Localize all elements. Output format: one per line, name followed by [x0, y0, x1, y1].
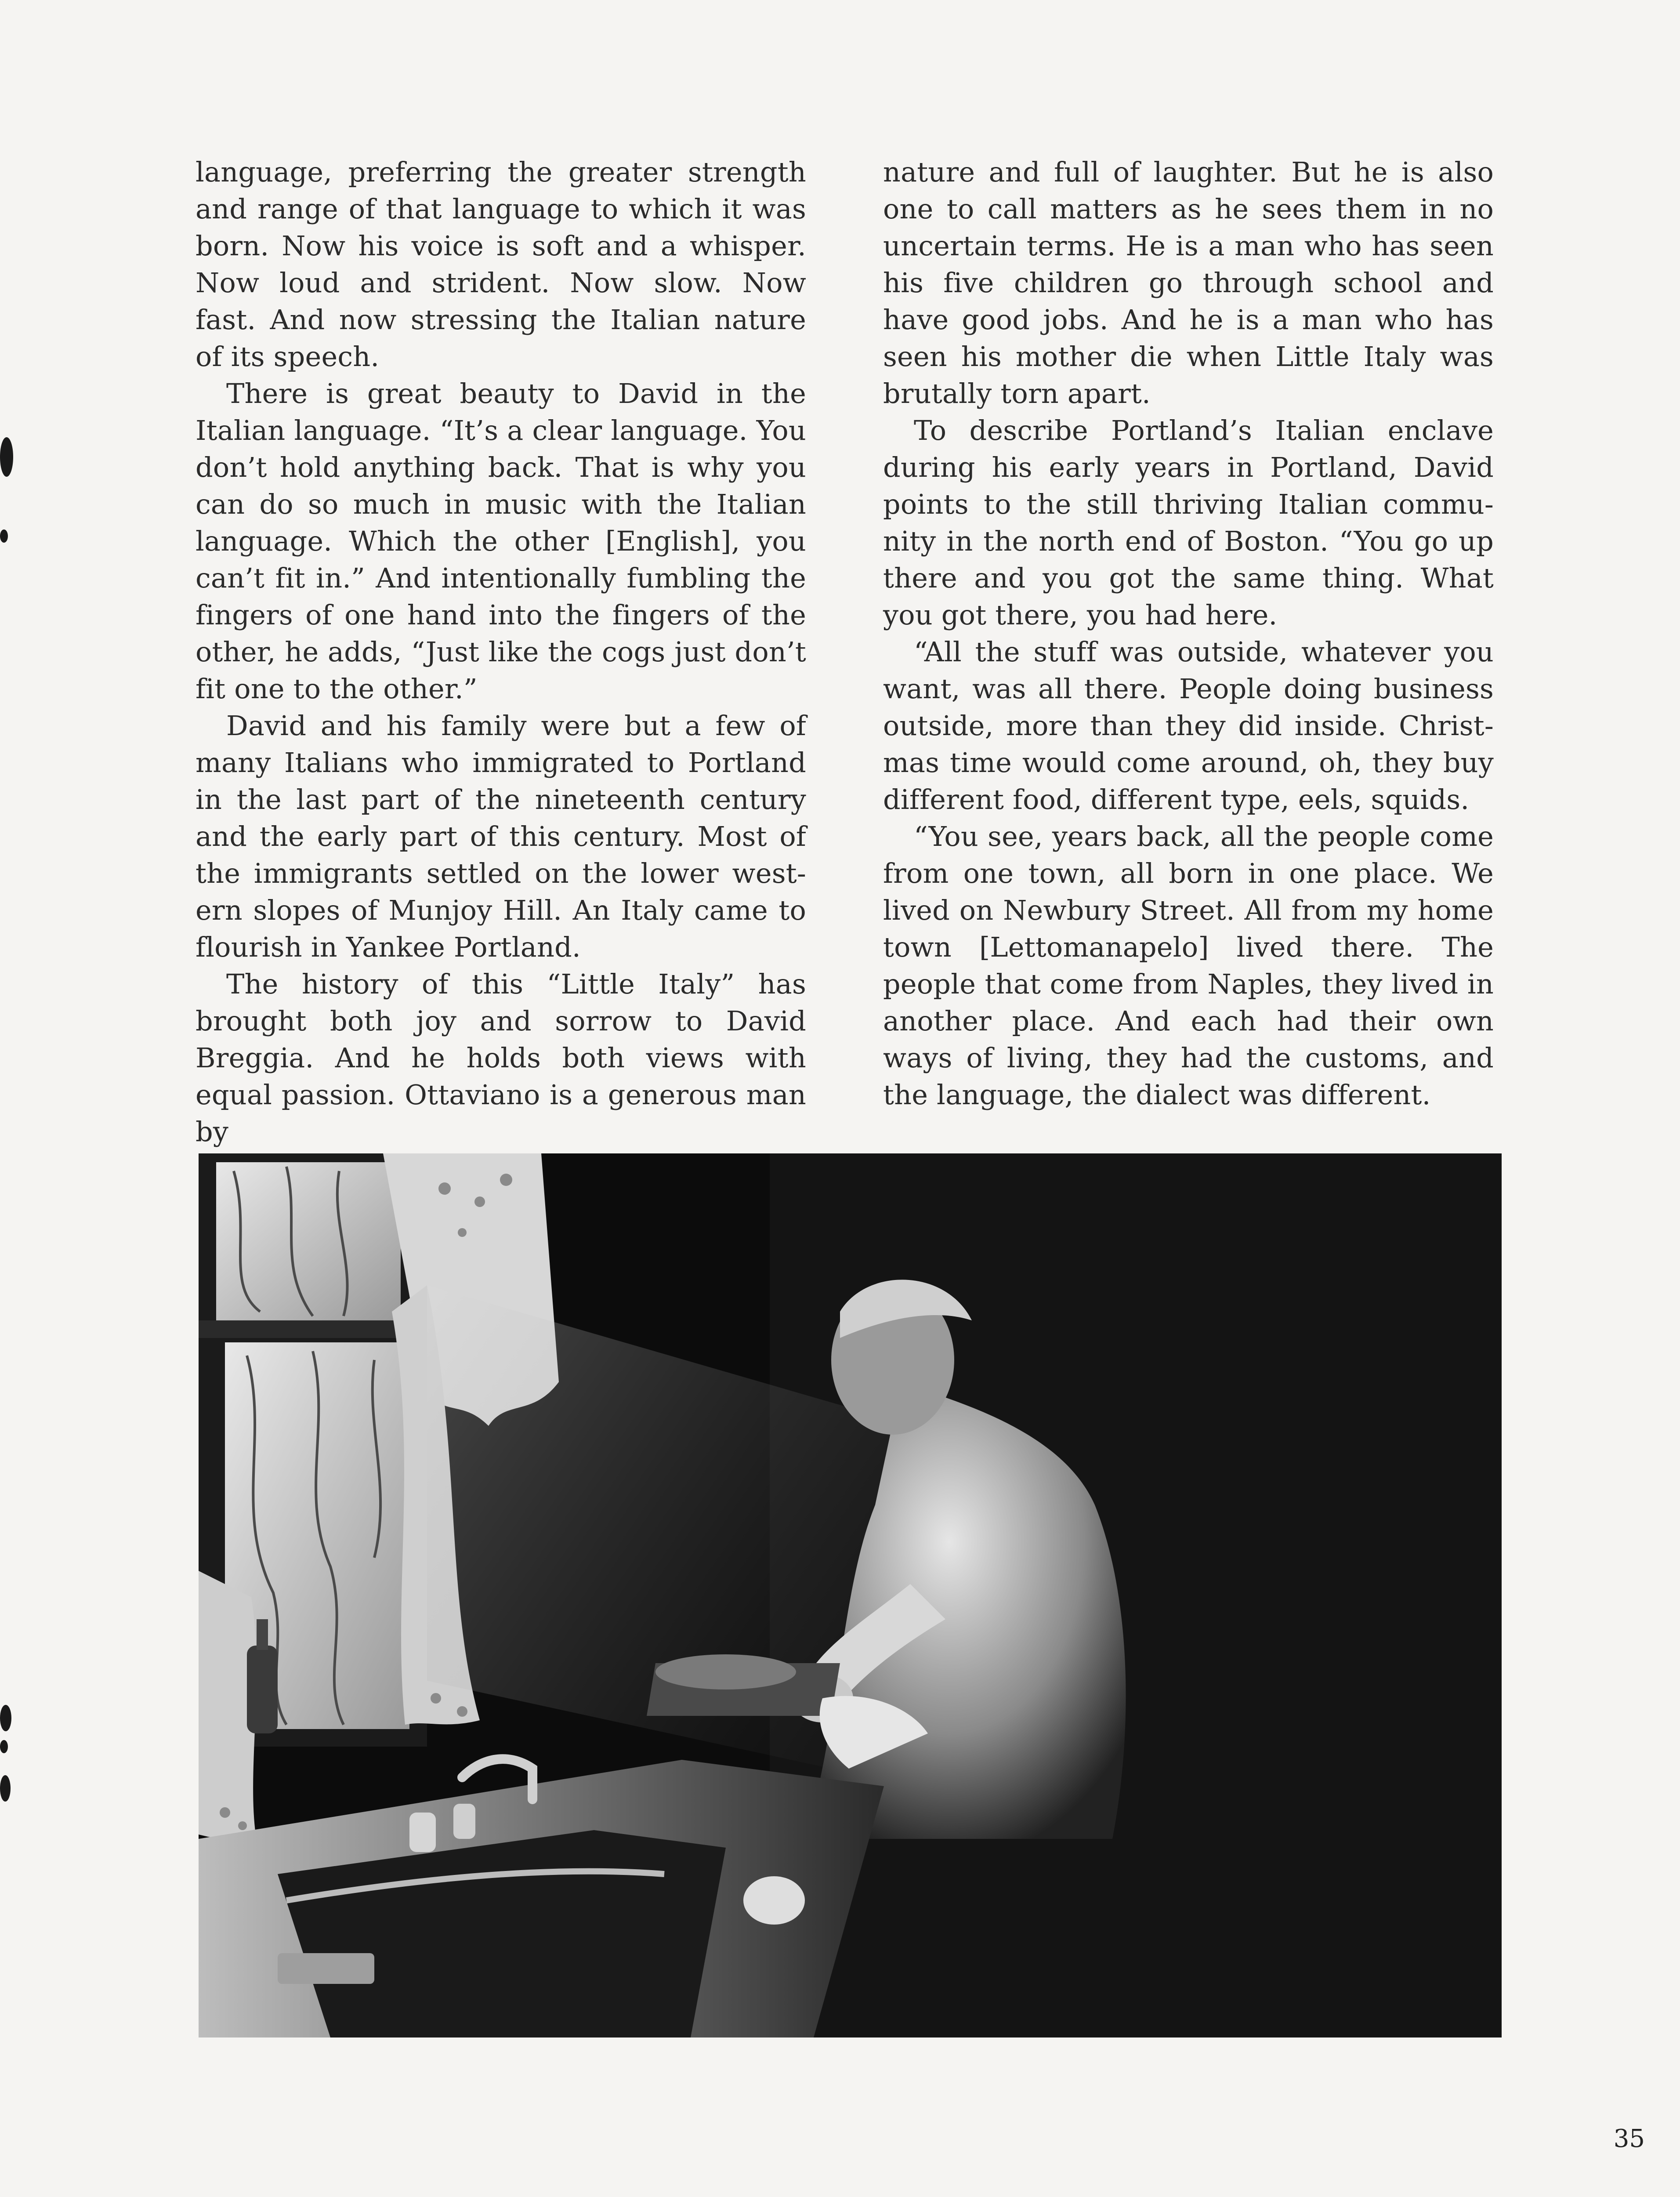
paragraph: “You see, years back, all the people come from one town, all born in one place. We lived on Newbury Street. All from my home town [Lettomanapelo] lived there. The people that come from Naples, they lived in another place. And each had their own ways of living, they had the customs, and the language, the dialect was different. — [883, 820, 1494, 1111]
article-left-column — [196, 154, 806, 1150]
paragraph: David and his family were but a few of many Italians who immigrated to Portland in the last part of the nineteenth century and the early part of this century. Most of the immigrants settled on the lower west-ern slopes of Munjoy Hill. An Italy came to flourish in Yankee Portland. — [196, 710, 806, 963]
binder-hole-mark — [0, 529, 8, 543]
binder-hole-mark — [0, 1740, 8, 1753]
cutting-board — [647, 1654, 840, 1716]
binder-hole-mark — [0, 1775, 11, 1802]
page-number: 35 — [1613, 2124, 1645, 2153]
binder-hole-mark — [0, 437, 13, 477]
paragraph: nature and full of laughter. But he is also one to call matters as he sees them in no uncertain terms. He is a man who has seen his five children go through school and have good jobs. And he is a man who has seen his mother die when Little Italy was brutally torn apart. — [883, 156, 1494, 410]
paragraph: language, preferring the greater strength and range of that language to which it was born. Now his voice is soft and a whisper. Now loud and strident. Now slow. Now fast. And now stressing the Italian nature of its speech. — [196, 156, 806, 373]
kitchen-photograph — [199, 1153, 1502, 2037]
paragraph: The history of this “Little Italy” has brought both joy and sorrow to David Breggia. And he holds both views with equal passion. Ottaviano is a generous man by — [196, 968, 806, 1148]
paragraph: “All the stuff was outside, whatever you want, was all there. People doing business outside, more than they did inside. Christ-mas time would come around, oh, they buy different food, different type, eels, squids. — [883, 636, 1494, 816]
paragraph: To describe Portland’s Italian enclave during his early years in Portland, David points to the still thriving Italian commu-nity in the north end of Boston. “You go up there and you got the same thing. What you got there, you had here. — [883, 414, 1494, 631]
paragraph: There is great beauty to David in the Italian language. “It’s a clear language. You don’t hold anything back. That is why you can do so much in music with the Italian language. Which the other [English], you can’t fit in.” And intentionally fumbling the fingers of one hand into the fingers of the other, he adds, “Just like the cogs just don’t fit one to the other.” — [196, 377, 806, 705]
article-right-column — [883, 154, 1494, 1113]
binder-hole-mark — [0, 1705, 11, 1731]
